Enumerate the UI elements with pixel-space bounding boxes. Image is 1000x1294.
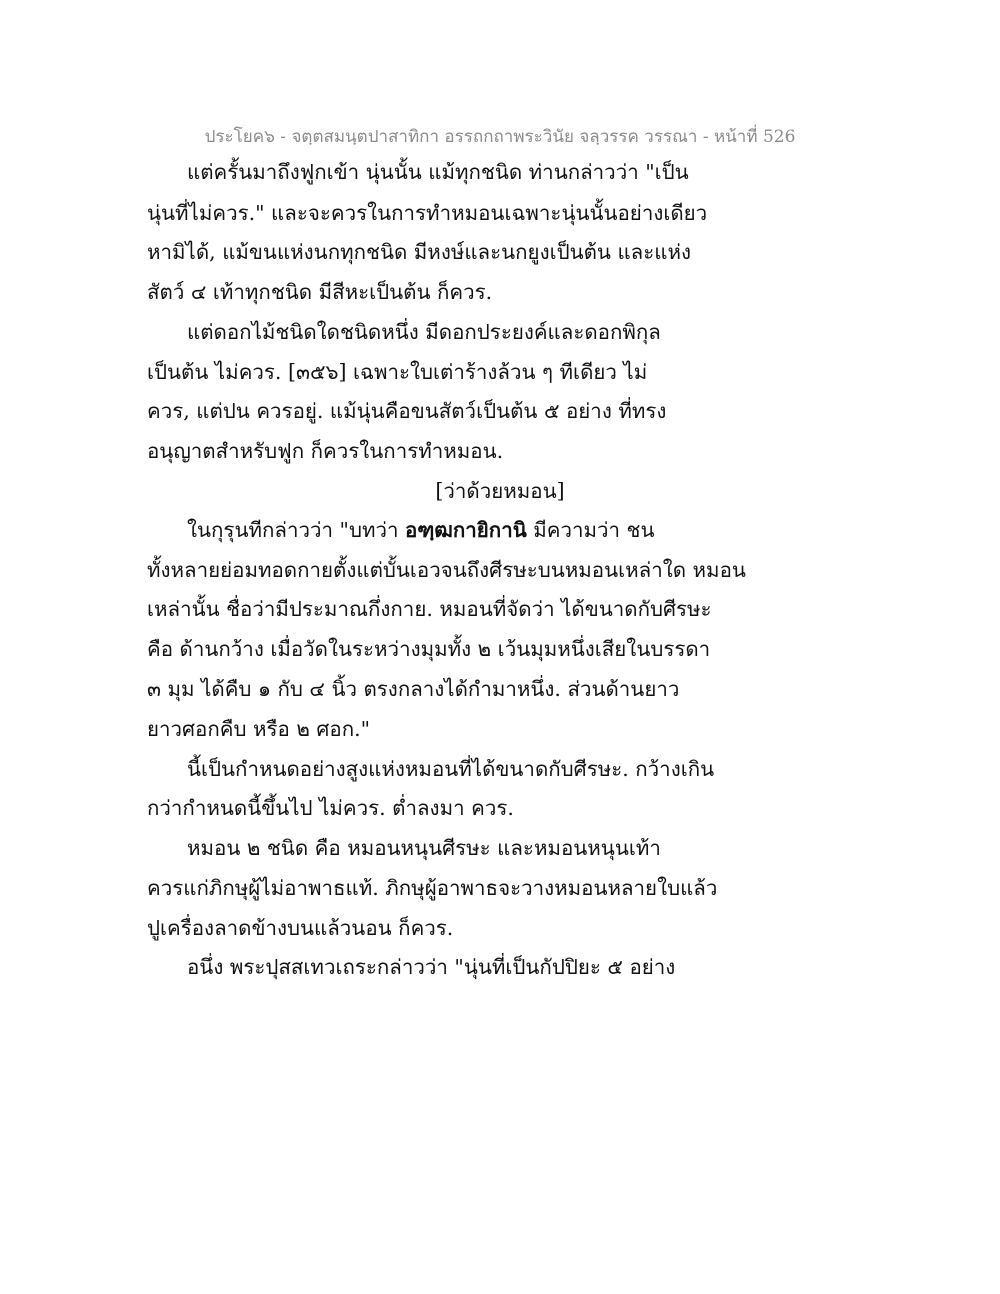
paragraph-3-line-3: เหล่านั้น ชื่อว่ามีประมาณกึ่งกาย. หมอนที่จัดว่า ได้ขนาดกับศีรษะ [147, 597, 712, 621]
paragraph-1-line-4: สัตว์ ๔ เท้าทุกชนิด มีสีหะเป็นต้น ก็ควร. [147, 280, 493, 304]
paragraph-2-line-2: เป็นต้น ไม่ควร. [๓๕๖] เฉพาะใบเต่าร้างล้วน ๆ ทีเดียว ไม่ [147, 360, 648, 384]
paragraph-5-line-3: ปูเครื่องลาดข้างบนแล้วนอน ก็ควร. [147, 916, 454, 940]
paragraph-4-line-1: นี้เป็นกำหนดอย่างสูงแห่งหมอนที่ได้ขนาดกับศีรษะ. กว้างเกิน [187, 757, 715, 781]
paragraph-1-line-3: หามิได้, แม้ขนแห่งนกทุกชนิด มีหงษ์และนกยูงเป็นต้น และแห่ง [147, 240, 691, 264]
paragraph-3-line-1-start: ในกุรุนทีกล่าวว่า "บทว่า [187, 518, 406, 542]
section-heading: [ว่าด้วยหมอน] [435, 479, 565, 503]
paragraph-5-line-1: หมอน ๒ ชนิด คือ หมอนหนุนศีรษะ และหมอนหนุนเท้า [187, 836, 661, 860]
paragraph-1-line-1: แต่ครั้นมาถึงฟูกเข้า นุ่นนั้น แม้ทุกชนิด ท่านกล่าวว่า "เป็น [187, 160, 689, 184]
paragraph-4-line-2: กว่ากำหนดนี้ขึ้นไป ไม่ควร. ต่ำลงมา ควร. [147, 796, 514, 820]
bold-term: อฑฺฒกายิกานิ [405, 518, 527, 542]
paragraph-2-line-4: อนุญาตสำหรับฟูก ก็ควรในการทำหมอน. [147, 439, 504, 463]
paragraph-2-line-3: ควร, แต่ปน ควรอยู่. แม้นุ่นคือขนสัตว์เป็นต้น ๕ อย่าง ที่ทรง [147, 399, 667, 423]
paragraph-2-line-1: แต่ดอกไม้ชนิดใดชนิดหนึ่ง มีดอกประยงค์และดอกพิกุล [187, 320, 661, 344]
paragraph-3-line-5: ๓ มุม ได้คืบ ๑ กับ ๔ นิ้ว ตรงกลางได้กำมาหนึ่ง. ส่วนด้านยาว [147, 677, 680, 701]
paragraph-6-line-1: อนึ่ง พระปุสสเทวเถระกล่าวว่า "นุ่นที่เป็นกัปปิยะ ๕ อย่าง [187, 955, 676, 979]
paragraph-5-line-2: ควรแก่ภิกษุผู้ไม่อาพาธแท้. ภิกษุผู้อาพาธจะวางหมอนหลายใบแล้ว [147, 876, 718, 900]
paragraph-3-line-4: คือ ด้านกว้าง เมื่อวัดในระหว่างมุมทั้ง ๒ เว้นมุมหนึ่งเสียในบรรดา [147, 637, 711, 661]
paragraph-3-line-2: ทั้งหลายย่อมทอดกายตั้งแต่บั้นเอวจนถึงศีรษะบนหมอนเหล่าใด หมอน [147, 558, 746, 582]
paragraph-3-line-6: ยาวศอกคืบ หรือ ๒ ศอก." [147, 717, 371, 741]
paragraph-3-line-1 [187, 518, 654, 543]
page-header: ประโยค๖ - จตฺตสมนฺตปาสาทิกา อรรถกถาพระวินัย จลฺวรรค วรรณา - หน้าที่ 526 [204, 127, 796, 147]
paragraph-3-line-1-end: มีความว่า ชน [526, 518, 655, 542]
paragraph-1-line-2: นุ่นที่ไม่ควร." และจะควรในการทำหมอนเฉพาะนุ่นนั้นอย่างเดียว [147, 201, 708, 225]
